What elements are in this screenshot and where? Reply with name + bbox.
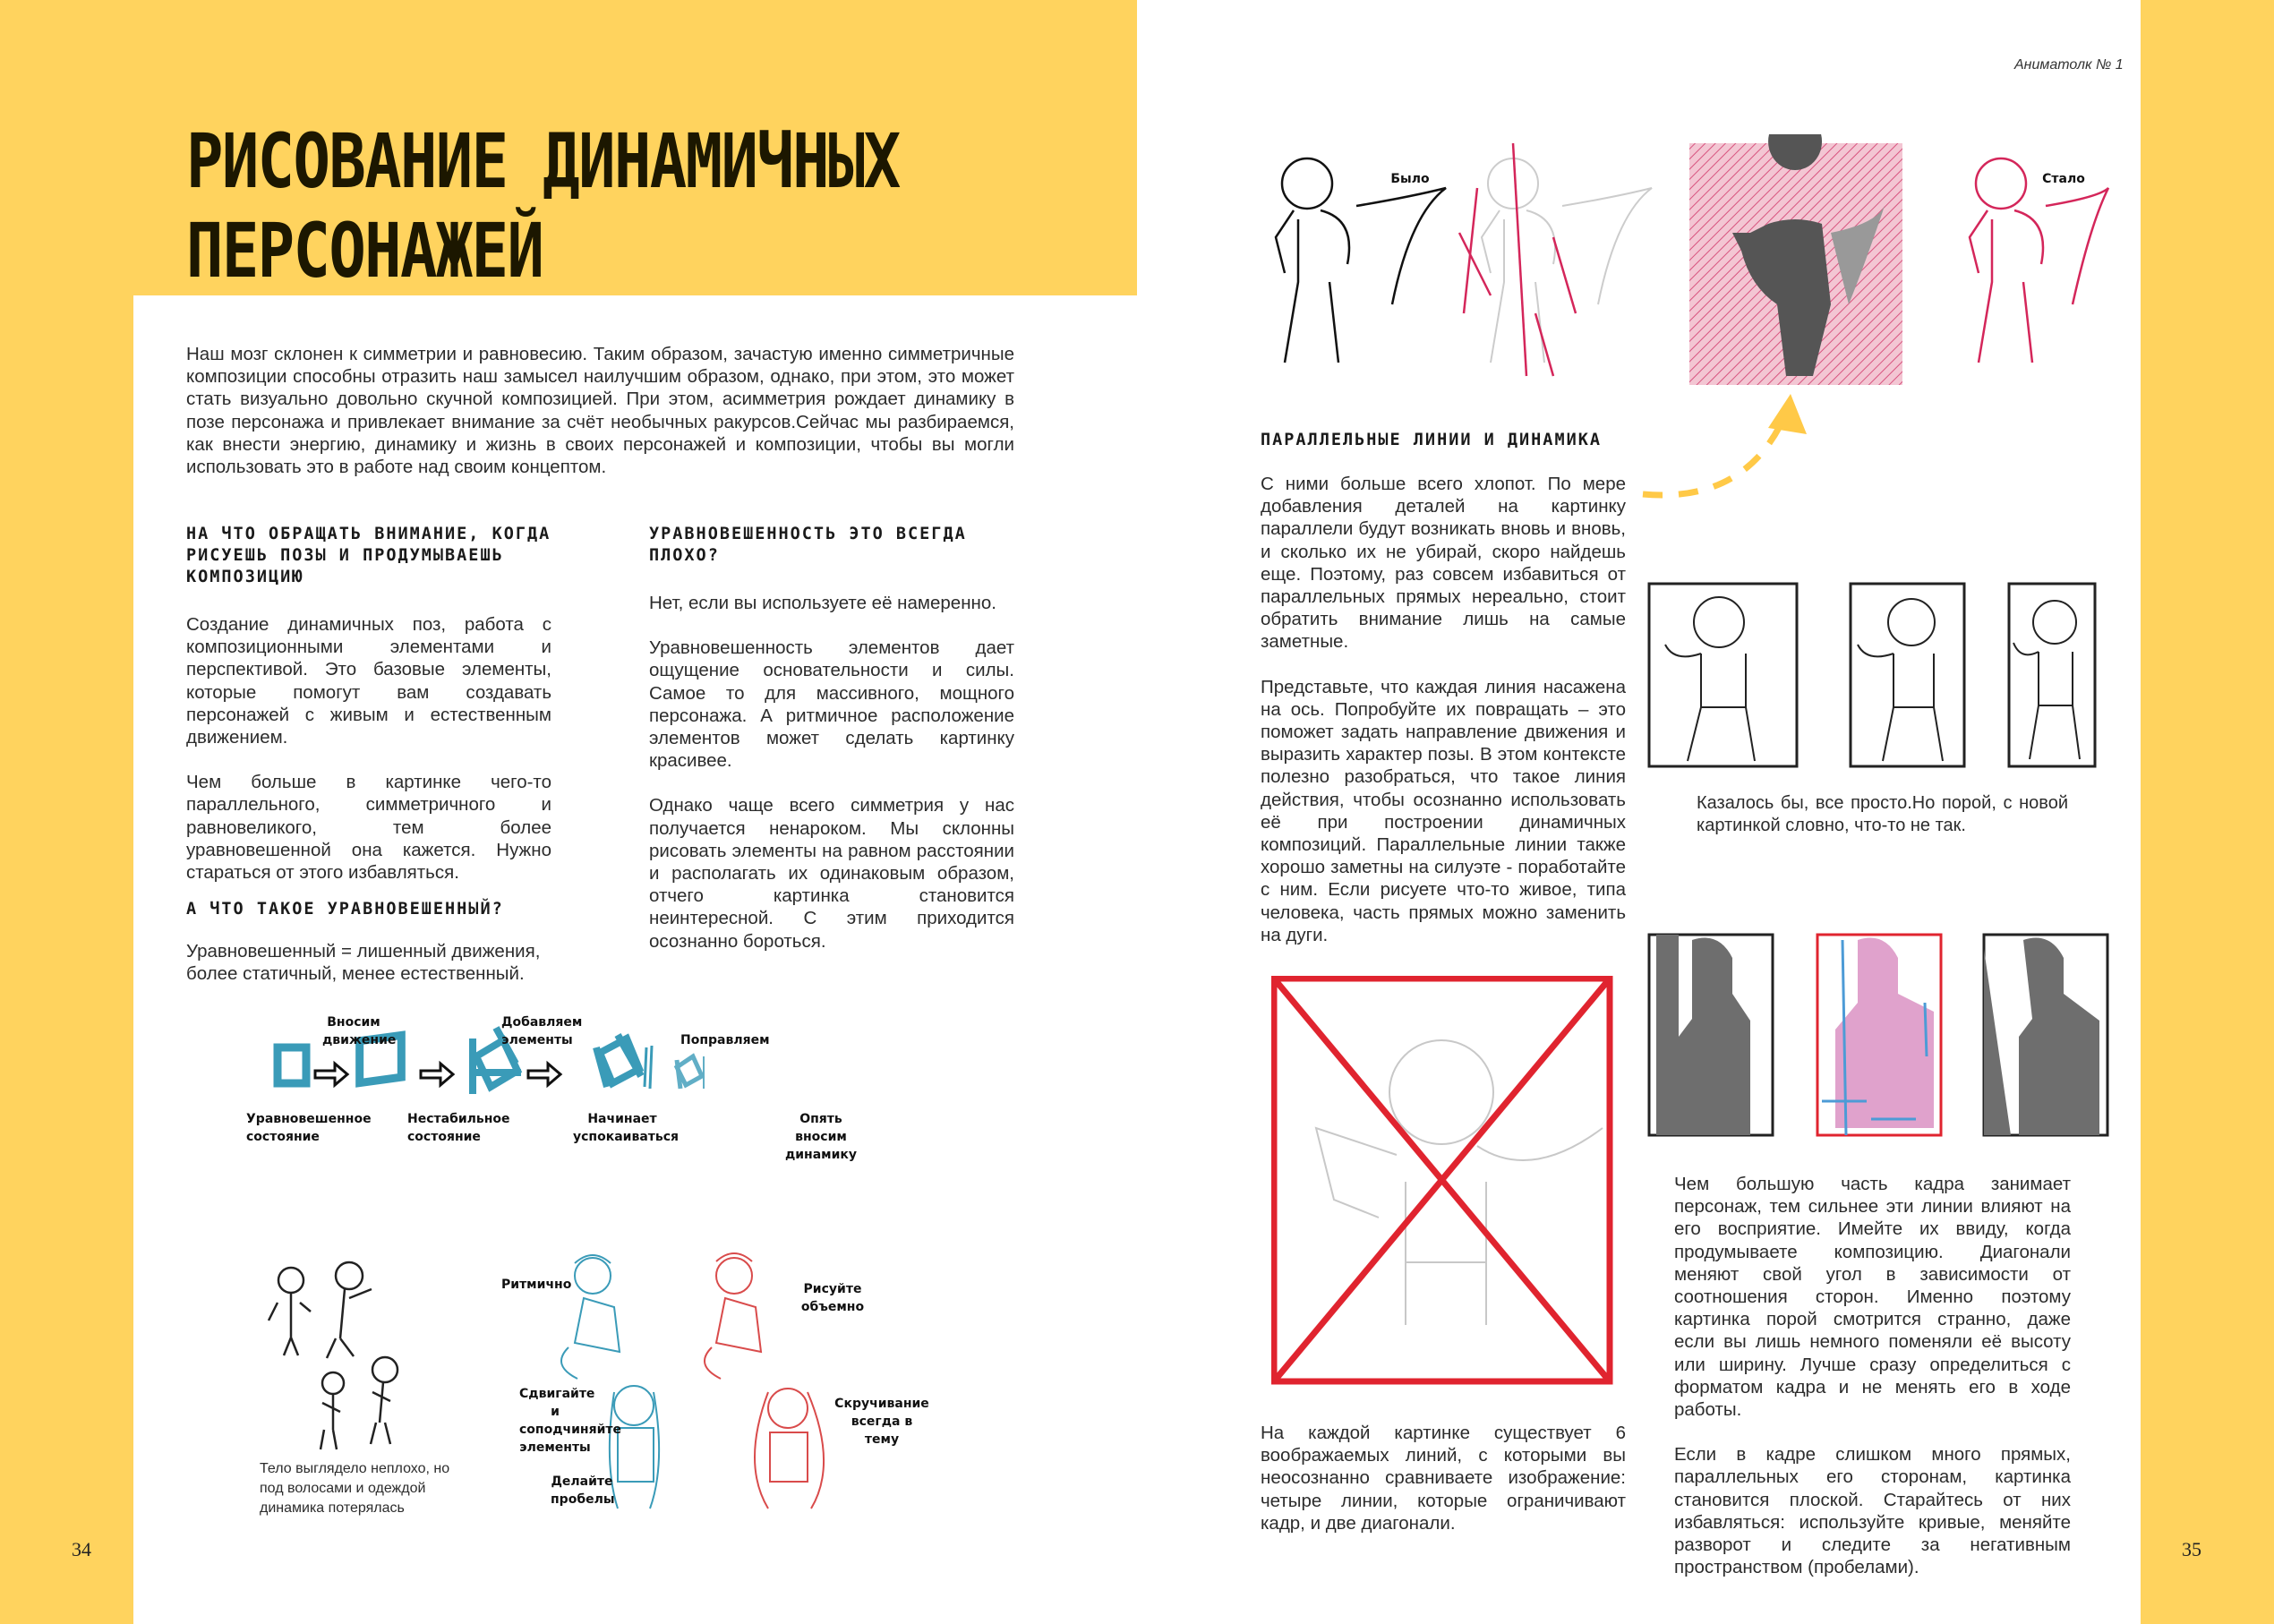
page-number-left: 34 <box>72 1538 91 1560</box>
col2-paragraph-1: Нет, если вы используете её намеренно. <box>649 593 996 613</box>
page-title-line-2: ПЕРСОНАЖЕЙ <box>186 207 543 295</box>
page-number-right: 35 <box>2182 1538 2201 1560</box>
frame-diagonals-illustration <box>1271 976 1616 1388</box>
step-caption-balanced: Уравновешенное состояние <box>246 1112 372 1144</box>
column-1 <box>186 524 551 986</box>
label-twisting: Скручивание всегда в тему <box>834 1397 929 1447</box>
col1-paragraph-2: Чем больше в картинке чего-то параллельного, симметричного и равновеликого, тем более уравновешенной она кажется. Нужно стараться от этого избавляться. <box>186 772 551 884</box>
label-draw-volume: Рисуйте объемно <box>800 1282 865 1314</box>
step-caption-unstable: Нестабильное состояние <box>407 1112 510 1144</box>
col3-paragraph-1: С ними больше всего хлопот. По мере добавления деталей на картинку параллели будут возникать вновь и вновь, и сколько их не убирай, скоро найдешь еще. Поэтому, раз совсем избавиться от параллельных прямых нереально, стоит обратить внимание лишь на самые заметные. <box>1261 474 1626 653</box>
label-make-gaps: Делайте пробелы <box>551 1474 615 1507</box>
intro-paragraph: Наш мозг склонен к симметрии и равновесию. Таким образом, зачастую именно симметричные композиции способны отразить наш замысел наилучшим образом, однако, при этом, это может стать визуально довольно скучной композицией. При этом, асимметрия рождает динамику в позе персонажа и привлекает внимание за счёт необычных ракурсов.Сейчас мы разбираемся, как внести энергию, динамику и жизнь в своих персонажей и композиции, чтобы вы могли использовать это в работе над своим концептом. <box>186 344 1014 478</box>
col2-paragraph-3: Однако чаще всего симметрия у нас получается ненароком. Мы склонны рисовать элементы на равном расстоянии и располагать их одинаковым образом, отчего картинка становится неинтересной. С этим приходится осознанно бороться. <box>649 795 1014 952</box>
label-after: Стало <box>2042 172 2085 186</box>
arrow-label-add-motion: Вносим движение <box>322 1015 397 1047</box>
col2-paragraph-2: Уравновешенность элементов дает ощущение основательности и силы. Самое то для массивного, мощного персонажа. А ритмичное расположение элементов может сделать картинку красивее. <box>649 637 1014 772</box>
step-caption-calming: Начинает успокаиваться <box>573 1112 680 1144</box>
monk-sketches <box>1647 931 2113 1137</box>
frames-caption: Казалось бы, все просто.Но порой, с новой картинкой словно, что-то не так. <box>1697 793 2068 835</box>
poses-figure <box>251 1249 958 1526</box>
right-page-yellow-margin <box>2141 0 2274 1624</box>
poses-caption: Тело выглядело неплохо, но под волосами и одеждой динамика потерялась <box>260 1461 450 1516</box>
col1-paragraph-1: Создание динамичных поз, работа с композиционными элементами и перспективой. Это базовые элементы, которые помогут вам создавать персонажей с живым и естественным движением. <box>186 614 551 748</box>
framed-character-sketches <box>1647 582 2113 770</box>
step-caption-add-dynamics-again: Опять вносим динамику <box>784 1112 858 1162</box>
shapes-diagram <box>242 1015 976 1162</box>
before-after-figure <box>1258 134 2117 394</box>
arrow-label-adjust: Поправляем <box>680 1033 770 1047</box>
col4-paragraph-1: Чем большую часть кадра занимает персонаж, тем сильнее эти линии влияют на его восприятие. Имейте их ввиду, когда продумываете композицию. Диагонали меняют свой угол в зависимости от соотношения сторон. Именно поэтому картинка порой смотрится странно, даже если вы лишь немного поменяли её высоту или ширину. Лучше сразу определиться с форматом кадра и не менять его в ходе работы. <box>1674 1174 2071 1421</box>
diagonal-frame-caption: На каждой картинке существует 6 воображаемых линий, с которыми вы неосознанно сравниваете изображение: четыре линии, которые ограничивают кадр, и две диагонали. <box>1261 1423 1626 1534</box>
running-header: Аниматолк № 1 <box>2014 57 2124 73</box>
section-heading-what-to-watch: НА ЧТО ОБРАЩАТЬ ВНИМАНИЕ, КОГДА РИСУЕШЬ ПОЗЫ И ПРОДУМЫВАЕШЬ КОМПОЗИЦИЮ <box>186 525 551 586</box>
page-title <box>186 116 920 295</box>
section-heading-parallel-lines: ПАРАЛЛЕЛЬНЫЕ ЛИНИИ И ДИНАМИКА <box>1261 431 1603 449</box>
section-heading-is-balance-bad: УРАВНОВЕШЕННОСТЬ ЭТО ВСЕГДА ПЛОХО? <box>649 525 967 565</box>
col1-paragraph-3: Уравновешенный = лишенный движения, более статичный, менее естественный. <box>186 941 541 985</box>
page-title-line-1: РИСОВАНИЕ ДИНАМИЧНЫХ <box>186 117 900 205</box>
column-3 <box>1261 430 1626 969</box>
diagonal-frame-figure <box>1271 976 1616 1388</box>
monk-frames-figure <box>1647 931 2113 1137</box>
column-2 <box>649 524 1014 975</box>
col3-paragraph-2: Представьте, что каждая линия насажена на ось. Попробуйте их повращать – это поможет задать направление движения и выразить характер позы. В этом контексте полезно разобраться, что такое линия действия, чтобы осознанно использовать её при построении динамичных композиций. Параллельные линии также хорошо заметны на силуэте - поработайте с ним. Если рисуете что-то живое, типа человека, часть прямых можно заменить на дуги. <box>1261 676 1626 945</box>
label-before: Было <box>1390 172 1430 186</box>
aspect-frames-figure <box>1647 582 2113 770</box>
section-heading-what-is-balanced: А ЧТО ТАКОЕ УРАВНОВЕШЕННЫЙ? <box>186 900 504 919</box>
label-rhythmic: Ритмично <box>501 1278 572 1292</box>
col4-paragraph-2: Если в кадре слишком много прямых, параллельных его сторонам, картинка становится плоской. Старайтесь от них избавляться: используйте кривые, меняйте разворот и следите за негативным пространством (пробелами). <box>1674 1444 2071 1578</box>
label-shift-and-subordinate: Сдвигайте и соподчиняйте элементы <box>519 1387 622 1455</box>
column-4 <box>1674 1173 2071 1601</box>
dashed-arrow-icon <box>1629 376 1844 510</box>
arrow-label-add-elements: Добавляем элементы <box>501 1015 583 1047</box>
